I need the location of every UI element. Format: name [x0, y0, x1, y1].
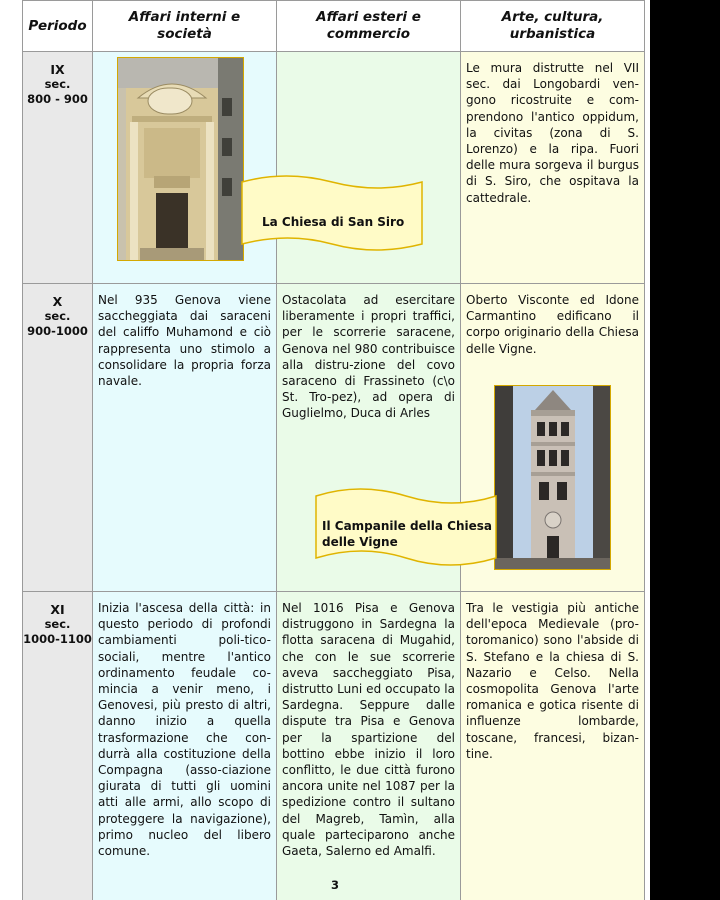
period-roman: XI [50, 602, 65, 617]
interni-cell-xi: Inizia l'ascesa della città: in questo periodo di profondi cambiamenti poli-tico-sociali, mentre l'antico ordinamento feudale co-mincia a venir meno, i Genovesi, più presto di altri, danno inizio a quella trasformazione che con-durrà alla costituzione della Compagna (asso-ciazione giurata di tutti gli uomini atti alle armi, allo scopo di proteggere la navigazione), primo nucleo del libero comune. [93, 592, 277, 900]
interni-cell-x: Nel 935 Genova viene saccheggiata dai saraceni del califfo Muhamond e ciò rappresenta uno stimolo a consolidare la propria forza navale. [93, 284, 277, 592]
period-roman: IX [50, 62, 65, 77]
period-roman: X [52, 294, 63, 309]
period-cell-xi [22, 592, 93, 900]
header-affari-esteri: Affari esteri e commercio [277, 0, 461, 52]
arte-cell-ix: Le mura distrutte nel VII sec. dai Longobardi ven-gono ricostruite e com-prendono l'antico oppidum, la civitas (zona di S. Lorenzo) e la ripa. Fuori delle mura sorgeva il burgus di S. Siro, che ospitava la cattedrale. [461, 52, 645, 284]
period-years: 1000-1100 [23, 632, 92, 646]
page-number: 3 [331, 878, 340, 892]
arte-cell-x: Oberto Visconte ed Idone Carmantino edificano il corpo originario della Chiesa delle Vigne. [461, 284, 645, 592]
period-sec: sec. [44, 77, 71, 91]
esteri-cell-xi: Nel 1016 Pisa e Genova distruggono in Sardegna la flotta saracena di Mugahid, che con le sue scorrerie aveva saccheggiato Pisa, distrutto Luni ed occupato la Sardegna. Seppure dalle dispute tra Pisa e Genova per la spartizione del bottino ebbe inizio il loro conflitto, le due città furono ancora unite nel 1087 per la spedizione contro il sultano del Magreb, Tamìn, alla quale parteciparono anche Gaeta, Salerno ed Amalfi. [277, 592, 461, 900]
period-cell-ix [22, 52, 93, 284]
campanile-vigne-photo [494, 385, 611, 570]
bell-tower-illustration [495, 386, 610, 569]
caption-text: La Chiesa di San Siro [262, 215, 405, 229]
header-arte: Arte, cultura, urbanistica [461, 0, 645, 52]
wavy-banner-shape [240, 172, 424, 254]
period-years: 800 - 900 [27, 92, 88, 106]
esteri-cell-x: Ostacolata ad esercitare liberamente i propri traffici, per le scorrerie saracene, Genova nel 980 contribuisce alla distru-zione del covo saraceno di Frassineto (c\o St. Tro-pez), ad opera di Guglielmo, Duca di Arles [277, 284, 461, 592]
header-periodo: Periodo [22, 0, 93, 52]
caption-banner-campanile [314, 484, 498, 570]
caption-text: Il Campanile della Chiesa delle Vigne [322, 519, 493, 549]
caption-banner-san-siro [240, 172, 424, 254]
page-edge-black-band [650, 0, 720, 900]
period-years: 900-1000 [27, 324, 88, 338]
arte-cell-xi: Tra le vestigia più antiche dell'epoca Medievale (pro-toromanico) sono l'abside di S. Stefano e la chiesa di S. Nazario e Celso. Nella cosmopolita Genova l'arte romanica e gotica risente di influenze lombarde, toscane, francesi, bizan-tine. [461, 592, 645, 900]
history-table [22, 0, 645, 900]
church-facade-illustration [118, 58, 243, 260]
header-affari-interni: Affari interni e società [93, 0, 277, 52]
san-siro-church-photo [117, 57, 244, 261]
period-cell-x [22, 284, 93, 592]
period-sec: sec. [44, 309, 71, 323]
period-sec: sec. [44, 617, 71, 631]
